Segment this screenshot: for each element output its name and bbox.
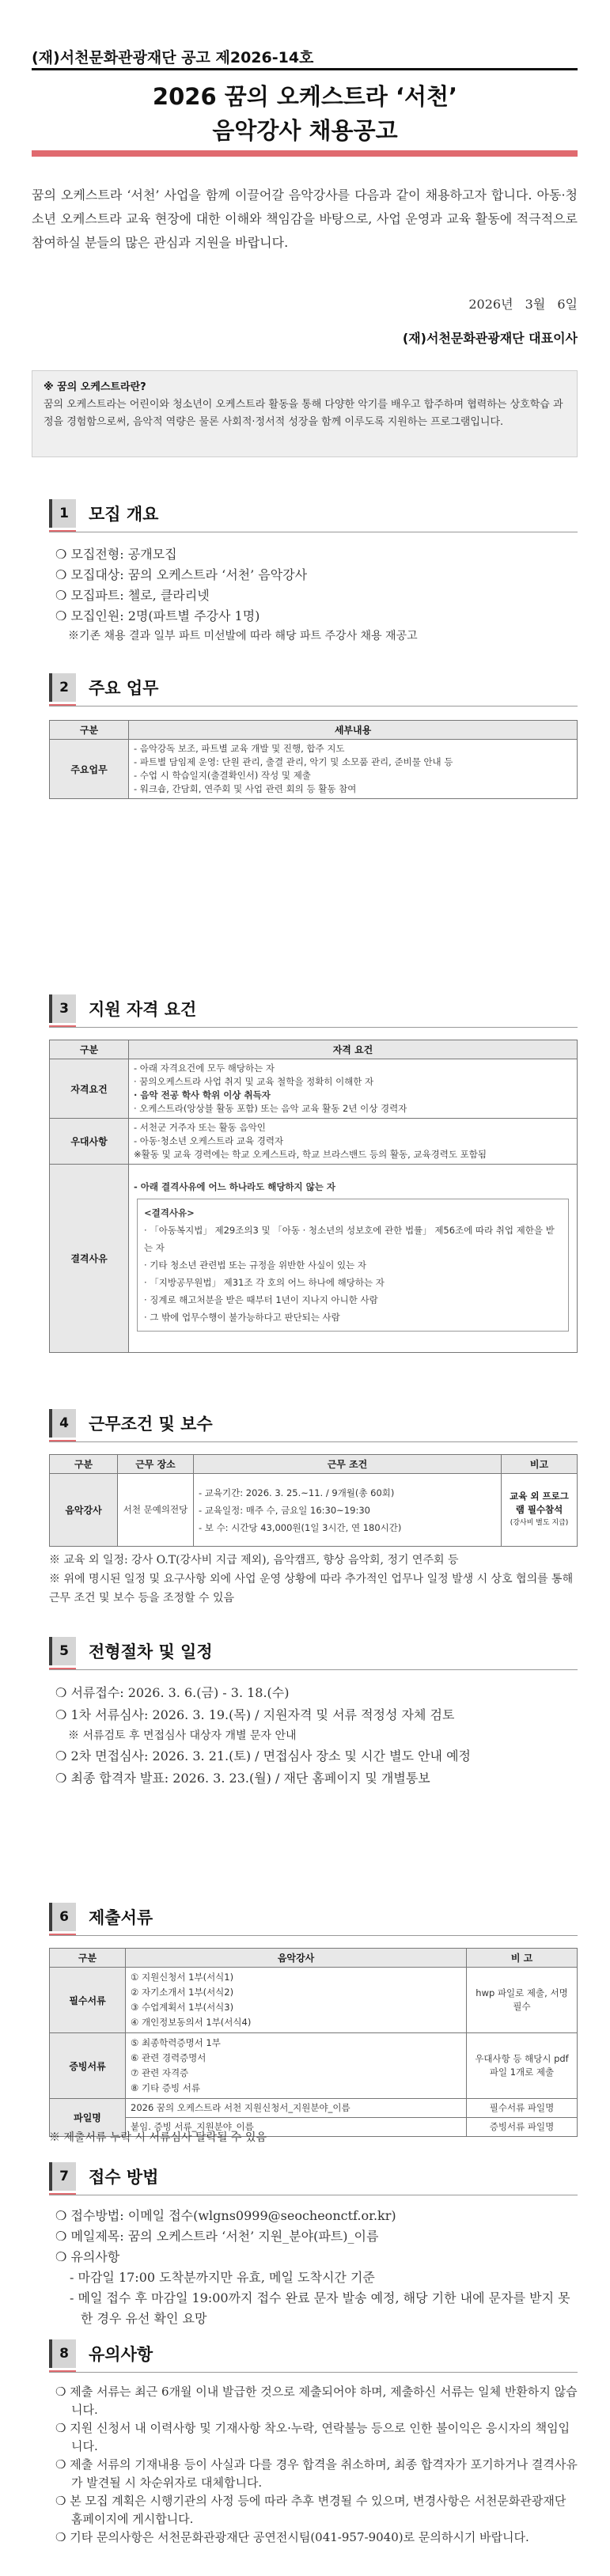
- list-item: ❍ 제출 서류의 기재내용 등이 사실과 다를 경우 합격을 취소하며, 최종 합격자가 포기하거나 결격사유가 발견될 시 차순위자로 대체합니다.: [55, 2457, 578, 2490]
- filename-evidence-note: 증빙서류 파일명: [467, 2118, 578, 2137]
- list-item: ❍ 모집파트: 첼로, 클라리넷: [55, 588, 210, 603]
- list-item: ❍ 접수방법: 이메일 접수(wlgns0999@seocheonctf.or.kr): [55, 2208, 396, 2223]
- organization-signature: (재)서천문화관광재단 대표이사: [402, 331, 578, 346]
- table-header: 구분: [50, 721, 129, 740]
- section-title: 전형절차 및 일정: [89, 1642, 213, 1661]
- list-item: ❍ 본 모집 계획은 시행기관의 사정 등에 따라 추후 변경될 수 있으며, 변경사항은 서천문화관광재단 홈페이지에 게시합니다.: [55, 2494, 566, 2526]
- schedule-note: ※ 서류검토 후 면접심사 대상자 개별 문자 안내: [68, 1729, 297, 1742]
- documents-note: ※ 제출서류 누락 시 서류심사 탈락될 수 있음: [49, 2131, 267, 2144]
- section-8-heading: [49, 2335, 153, 2372]
- overview-note: ※기존 채용 결과 일부 파트 미선발에 따라 해당 파트 주강사 채용 재공고: [68, 630, 418, 642]
- table-header: 구분: [50, 1040, 129, 1059]
- table-header: 비고: [502, 1455, 578, 1474]
- filename-evidence: 붙임. 증빙 서류_지원분야_이름: [126, 2118, 467, 2137]
- section-number: 8: [49, 2339, 76, 2368]
- section-number: 4: [49, 1409, 76, 1438]
- row-label: 자격요건: [50, 1059, 129, 1119]
- section-number: 3: [49, 994, 76, 1023]
- list-item: ❍ 유의사항: [55, 2249, 120, 2264]
- notice-number: (재)서천문화관광재단 공고 제2026-14호: [32, 49, 314, 66]
- list-item: ❍ 1차 서류심사: 2026. 3. 19.(목) / 지원자격 및 서류 적정성 자체 검토: [55, 1707, 455, 1722]
- list-item: ❍ 최종 합격자 발표: 2026. 3. 23.(월) / 재단 홈페이지 및 개별통보: [55, 1771, 430, 1786]
- list-item: ❍ 메일제목: 꿈의 오케스트라 ‘서천’ 지원_분야(파트)_이름: [55, 2229, 379, 2244]
- section-3-heading: [49, 991, 196, 1027]
- section-title: 유의사항: [89, 2345, 153, 2364]
- page-subtitle: 음악강사 채용공고: [212, 117, 398, 144]
- table-header: 비 고: [467, 1949, 578, 1968]
- row-label: 음악강사: [50, 1474, 118, 1547]
- section-number: 5: [49, 1637, 76, 1665]
- info-box-title: ※ 꿈의 오케스트라란?: [44, 381, 146, 393]
- evidence-docs-note: 우대사항 등 해당시 pdf 파일 1개로 제출: [467, 2033, 578, 2099]
- row-label: 주요업무: [50, 740, 129, 799]
- section-7-heading: [49, 2158, 158, 2195]
- recruit-overview-list: [55, 544, 418, 646]
- filename-required: 2026 꿈의 오케스트라 서천 지원신청서_지원분야_이름: [126, 2099, 467, 2118]
- row-label: 파일명: [50, 2099, 126, 2137]
- precautions-list: [55, 2383, 578, 2547]
- row-label: 결격사유: [50, 1165, 129, 1353]
- disqualification-box: <결격사유> · 「아동복지법」 제29조의3 및 「아동 · 청소년의 성보호에 관한 법률」 제56조에 따라 취업 제한을 받는 자 · 기타 청소년 관련법 또는 규정을 위반한 사실이 있는 자 · 「지방공무원법」 제31조 각 호의 어느 하나에 해당하는 자 · 징계로 해고처분을 받은 때부터 1년이 지나지 아니한 사람 · 그 밖에 업무수행이 불가능하다고 판단되는 사람: [137, 1199, 569, 1332]
- section-1-heading: [49, 495, 158, 532]
- section-title: 근무조건 및 보수: [89, 1415, 213, 1434]
- section-number: 6: [49, 1903, 76, 1931]
- section-title: 제출서류: [89, 1908, 153, 1927]
- section-divider: [49, 1027, 578, 1028]
- required-docs: ① 지원신청서 1부(서식1) ② 자기소개서 1부(서식2) ③ 수업계획서 1부(서식3) ④ 개인정보동의서 1부(서식4): [126, 1968, 467, 2033]
- list-item: ❍ 2차 면접심사: 2026. 3. 21.(토) / 면접심사 장소 및 시간 별도 안내 예정: [55, 1748, 472, 1763]
- work-notes: ※ 교육 외 일정: 강사 O.T(강사비 지급 제외), 음악캠프, 향상 음악회, 정기 연주회 등 ※ 위에 명시된 일정 및 요구사항 외에 사업 운영 상황에 따라 추가적인 업무나 일정 발생 시 상호 협의를 통해 근무 조건 및 보수 등을 조정할 수 있음: [49, 1554, 574, 1604]
- work-place: 서천 문예의전당: [118, 1474, 194, 1547]
- section-4-heading: [49, 1405, 213, 1441]
- list-item: ❍ 지원 신청서 내 이력사항 및 기재사항 착오·누락, 연락불능 등으로 인한 불이익은 응시자의 책임입니다.: [55, 2421, 570, 2453]
- sub-item: - 마감일 17:00 도착분까지만 유효, 메일 도착시간 기준: [70, 2270, 375, 2285]
- row-label: 필수서류: [50, 1968, 126, 2033]
- schedule-list: [55, 1682, 471, 1790]
- preferences-cell: - 서천군 거주자 또는 활동 음악인 - 아동·청소년 오케스트라 교육 경력자 ※활동 및 교육 경력에는 학교 오케스트라, 학교 브라스밴드 등의 활동, 교육경력도 포함됨: [129, 1119, 578, 1165]
- list-item: ❍ 모집대상: 꿈의 오케스트라 ‘서천’ 음악강사: [55, 567, 308, 582]
- section-divider: [49, 2372, 578, 2373]
- table-header: 근무 장소: [118, 1455, 194, 1474]
- disqualification-cell: - 아래 결격사유에 어느 하나라도 해당하지 않는 자 <결격사유> · 「아동복지법」 제29조의3 및 「아동 · 청소년의 성보호에 관한 법률」 제56조에 따라 취업 제한을 받는 자 · 기타 청소년 관련법 또는 규정을 위반한 사실이 있는 자 · 「지방공무원법」 제31조 각 호의 어느 하나에 해당하는 자 · 징계로 해고처분을 받은 때부터 1년이 지나지 아니한 사람 · 그 밖에 업무수행이 불가능하다고 판단되는 사람: [129, 1165, 578, 1353]
- evidence-docs: ⑤ 최종학력증명서 1부 ⑥ 관련 경력증명서 ⑦ 관련 자격증 ⑧ 기타 증빙 서류: [126, 2033, 467, 2099]
- application-method-list: [55, 2206, 578, 2329]
- section-number: 7: [49, 2162, 76, 2191]
- section-title: 주요 업무: [89, 679, 159, 698]
- section-number: 2: [49, 673, 76, 702]
- header-divider: [32, 68, 578, 70]
- duties-cell: - 음악강독 보조, 파트별 교육 개발 및 진행, 합주 지도 - 파트별 담임제 운영: 단원 관리, 출결 관리, 악기 및 소모품 관리, 준비물 안내 등 - 수업 시 학습일지(출결확인서) 작성 및 제출 - 워크숍, 간담회, 연주회 및 사업 관련 회의 등 활동 참여: [129, 740, 578, 799]
- section-title: 모집 개요: [89, 505, 159, 524]
- row-label: 우대사항: [50, 1119, 129, 1165]
- work-conditions-table: [49, 1454, 578, 1547]
- duties-table: [49, 720, 578, 799]
- section-2-heading: [49, 669, 158, 706]
- section-divider: [49, 1669, 578, 1670]
- section-title: 지원 자격 요건: [89, 1000, 197, 1019]
- announcement-date: 2026년 3월 6일: [468, 297, 578, 312]
- table-header: 구분: [50, 1949, 126, 1968]
- section-divider: [49, 1441, 578, 1442]
- row-label: 증빙서류: [50, 2033, 126, 2099]
- info-box: [32, 370, 578, 457]
- requirements-cell: - 아래 자격요건에 모두 해당하는 자 · 꿈의오케스트라 사업 취지 및 교육 철학을 정확히 이해한 자 · 음악 전공 학사 학위 이상 취득자 · 오케스트라(앙상블 활동 포함) 또는 음악 교육 활동 2년 이상 경력자: [129, 1059, 578, 1119]
- work-remark: 교육 외 프로그램 필수참석 (강사비 별도 지급): [502, 1474, 578, 1547]
- filename-required-note: 필수서류 파일명: [467, 2099, 578, 2118]
- table-header: 음악강사: [126, 1949, 467, 1968]
- list-item: ❍ 서류접수: 2026. 3. 6.(금) - 3. 18.(수): [55, 1685, 290, 1700]
- section-divider: [49, 706, 578, 707]
- info-box-body: 꿈의 오케스트라는 어린이와 청소년이 오케스트라 활동을 통해 다양한 악기를 배우고 합주하며 협력하는 상호학습 과정을 경험함으로써, 음악적 역량은 물론 사회적·정서적 성장을 함께 이루도록 지원하는 프로그램입니다.: [44, 399, 563, 428]
- section-5-heading: [49, 1633, 213, 1669]
- list-item: ❍ 기타 문의사항은 서천문화관광재단 공연전시팀(041-957-9040)로 문의하시기 바랍니다.: [55, 2530, 529, 2544]
- list-item: ❍ 모집전형: 공개모집: [55, 547, 177, 562]
- table-header: 세부내용: [129, 721, 578, 740]
- section-title: 접수 방법: [89, 2168, 159, 2187]
- page-title: 2026 꿈의 오케스트라 ‘서천’: [152, 83, 458, 110]
- qualification-table: [49, 1040, 578, 1353]
- list-item: ❍ 제출 서류는 최근 6개월 이내 발급한 것으로 제출되어야 하며, 제출하신 서류는 일체 반환하지 않습니다.: [55, 2385, 578, 2417]
- section-6-heading: [49, 1899, 153, 1935]
- table-header: 근무 조건: [194, 1455, 502, 1474]
- title-underline: [32, 150, 578, 157]
- documents-table: [49, 1948, 578, 2137]
- section-divider: [49, 1935, 578, 1936]
- intro-paragraph: 꿈의 오케스트라 ‘서천’ 사업을 함께 이끌어갈 음악강사를 다음과 같이 채용하고자 합니다. 아동·청소년 오케스트라 교육 현장에 대한 이해와 책임감을 바탕으로, 사업 운영과 교육 활동에 적극적으로 참여하실 분들의 많은 관심과 지원을 바랍니다.: [32, 188, 578, 250]
- sub-item: - 메일 접수 후 마감일 19:00까지 접수 완료 문자 발송 예정, 해당 기한 내에 문자를 받지 못한 경우 유선 확인 요망: [70, 2290, 570, 2326]
- required-docs-note: hwp 파일로 제출, 서명 필수: [467, 1968, 578, 2033]
- table-header: 자격 요건: [129, 1040, 578, 1059]
- work-conditions: - 교육기간: 2026. 3. 25.~11. / 9개월(총 60회) - 교육일정: 매주 수, 금요일 16:30~19:30 - 보 수: 시간당 43,000원(1일 3시간, 연 180시간): [194, 1474, 502, 1547]
- list-item: ❍ 모집인원: 2명(파트별 주강사 1명): [55, 608, 260, 623]
- section-number: 1: [49, 499, 76, 528]
- table-header: 구분: [50, 1455, 118, 1474]
